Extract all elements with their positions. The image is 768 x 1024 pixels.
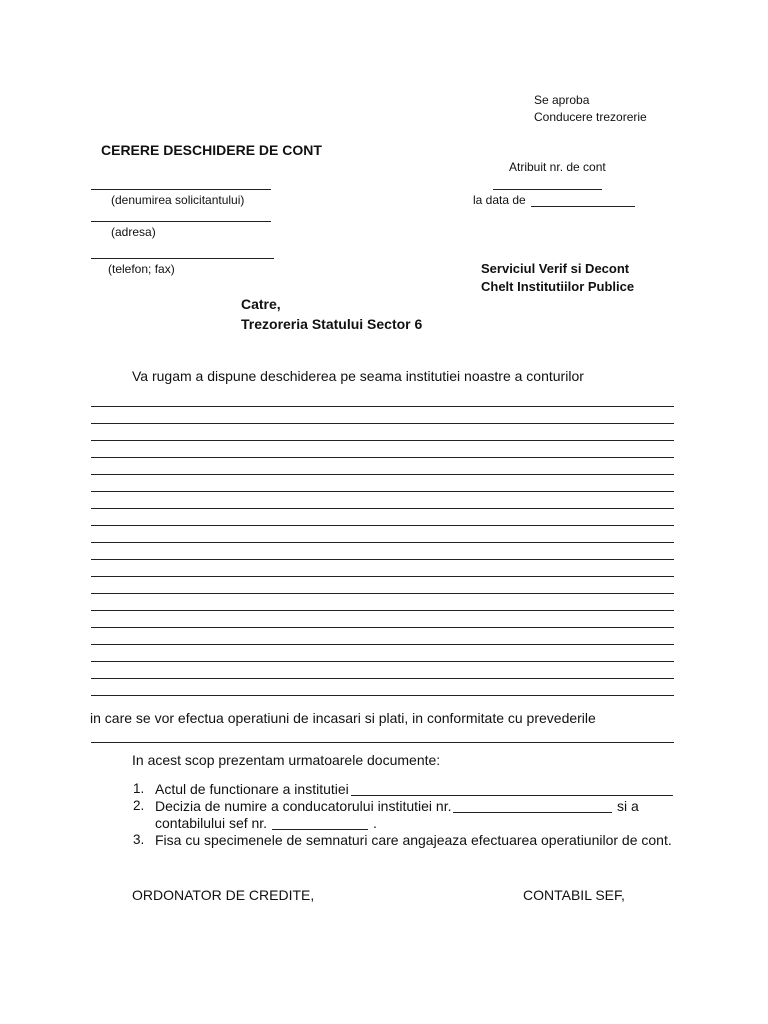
accounts-line[interactable]: [91, 542, 674, 543]
regulations-line[interactable]: [91, 742, 674, 743]
applicant-address-caption: (adresa): [111, 225, 156, 239]
applicant-address-field[interactable]: [91, 221, 271, 222]
documents-intro: In acest scop prezentam urmatoarele documente:: [132, 752, 441, 768]
document-2-text: Decizia de numire a conducatorului institutiei nr.: [155, 798, 452, 814]
recipient-line-1: Catre,: [241, 296, 281, 312]
accounts-line[interactable]: [91, 508, 674, 509]
document-title: CERERE DESCHIDERE DE CONT: [101, 142, 322, 158]
document-2-text-end: .: [373, 815, 377, 831]
accounts-line[interactable]: [91, 695, 674, 696]
accounts-line[interactable]: [91, 576, 674, 577]
account-date-field[interactable]: [531, 206, 635, 207]
accounts-line[interactable]: [91, 457, 674, 458]
recipient-line-2: Trezoreria Statului Sector 6: [241, 316, 423, 332]
document-2-number: 2.: [133, 798, 145, 813]
signature-right: CONTABIL SEF,: [523, 887, 625, 903]
approval-line-1: Se aproba: [534, 93, 590, 107]
decision-number-field[interactable]: [453, 812, 612, 813]
applicant-phone-field[interactable]: [91, 258, 274, 259]
chief-accountant-number-field[interactable]: [272, 829, 368, 830]
applicant-name-caption: (denumirea solicitantului): [111, 193, 245, 207]
accounts-line[interactable]: [91, 627, 674, 628]
accounts-line[interactable]: [91, 440, 674, 441]
accounts-line[interactable]: [91, 593, 674, 594]
accounts-line[interactable]: [91, 661, 674, 662]
accounts-line[interactable]: [91, 678, 674, 679]
document-2-text-cont: contabilului sef nr.: [155, 815, 268, 831]
account-number-field[interactable]: [493, 189, 602, 190]
document-2-text-mid: si a: [617, 798, 639, 814]
accounts-line[interactable]: [91, 525, 674, 526]
service-line-1: Serviciul Verif si Decont: [481, 261, 630, 276]
accounts-line[interactable]: [91, 644, 674, 645]
signature-left: ORDONATOR DE CREDITE,: [132, 887, 315, 903]
accounts-line[interactable]: [91, 559, 674, 560]
service-line-2: Chelt Institutiilor Publice: [481, 279, 635, 294]
approval-line-2: Conducere trezorerie: [534, 110, 647, 124]
accounts-line[interactable]: [91, 491, 674, 492]
account-date-label: la data de: [473, 193, 526, 207]
request-intro: Va rugam a dispune deschiderea pe seama institutiei noastre a conturilor: [132, 368, 584, 384]
document-1-field[interactable]: [351, 795, 673, 796]
applicant-name-field[interactable]: [91, 189, 271, 190]
accounts-line[interactable]: [91, 423, 674, 424]
accounts-line[interactable]: [91, 406, 674, 407]
document-1-number: 1.: [133, 781, 145, 796]
document-3-text: Fisa cu specimenele de semnaturi care angajeaza efectuarea operatiunilor de cont.: [155, 832, 672, 848]
document-1-text: Actul de functionare a institutiei: [155, 781, 349, 797]
account-number-label: Atribuit nr. de cont: [509, 160, 606, 174]
accounts-line[interactable]: [91, 610, 674, 611]
document-3-number: 3.: [133, 832, 145, 847]
operations-text: in care se vor efectua operatiuni de incasari si plati, in conformitate cu prevederile: [90, 710, 596, 726]
accounts-line[interactable]: [91, 474, 674, 475]
applicant-phone-caption: (telefon; fax): [108, 262, 175, 276]
